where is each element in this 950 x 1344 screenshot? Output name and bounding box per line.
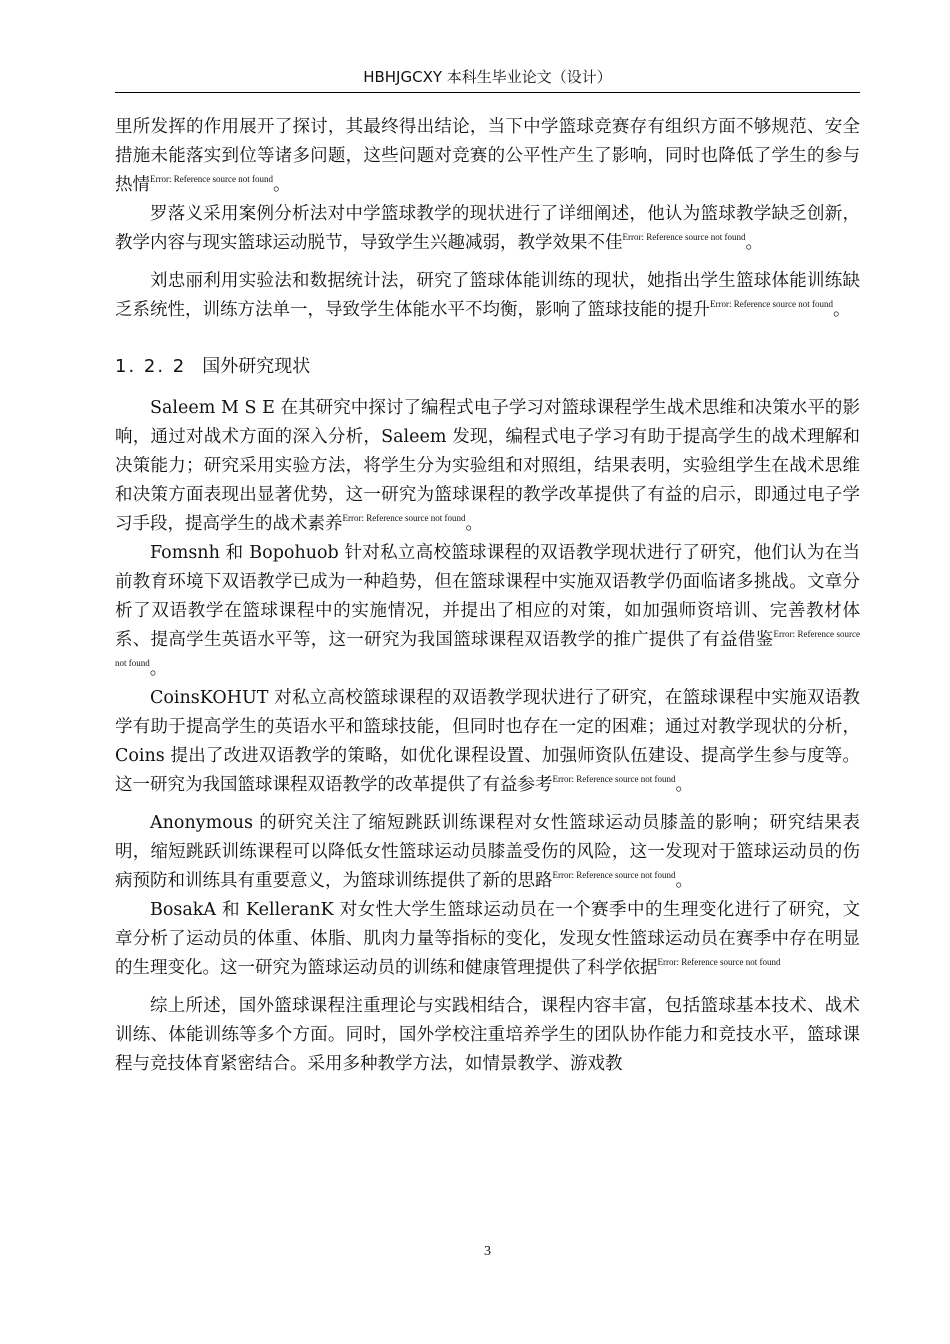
paragraph bbox=[115, 200, 860, 258]
reference-error: Error: Reference source not found bbox=[552, 774, 676, 784]
reference-error: Error: Reference source not found bbox=[710, 299, 833, 309]
paragraph bbox=[115, 896, 860, 983]
period: 。 bbox=[745, 233, 763, 253]
reference-error: Error: Reference source not found bbox=[342, 513, 466, 523]
header-divider bbox=[115, 92, 860, 93]
reference-error: Error: Reference source not found bbox=[657, 957, 781, 967]
paragraph-text: 里所发挥的作用展开了探讨，其最终得出结论，当下中学篮球竞赛存有组织方面不够规范、安全措施未能落实到位等诸多问题，这些问题对竞赛的公平性产生了影响，同时也降低了学生的参与热情 bbox=[115, 117, 860, 195]
reference-error: Error: Reference source not found bbox=[552, 870, 676, 880]
period: 。 bbox=[675, 871, 693, 891]
paragraph bbox=[115, 267, 860, 325]
page-body bbox=[115, 113, 860, 1079]
paragraph-text: CoinsKOHUT 对私立高校篮球课程的双语教学现状进行了研究，在篮球课程中实施双语教学有助于提高学生的英语水平和篮球技能，但同时也存在一定的困难；通过对教学现状的分析，Coins 提出了改进双语教学的策略，如优化课程设置、加强师资队伍建设、提高学生参与度等。这一研究为我国篮球课程双语教学的改革提供了有益参考 bbox=[115, 688, 860, 795]
period: 。 bbox=[675, 775, 693, 795]
period: 。 bbox=[832, 300, 851, 320]
paragraph-text: 罗落义采用案例分析法对中学篮球教学的现状进行了详细阐述，他认为篮球教学缺乏创新，教学内容与现实篮球运动脱节，导致学生兴趣减弱，教学效果不佳 bbox=[115, 204, 860, 253]
paragraph-text: Fomsnh 和 Bopohuob 针对私立高校篮球课程的双语教学现状进行了研究，他们认为在当前教育环境下双语教学已成为一种趋势，但在篮球课程中实施双语教学仍面临诸多挑战。文章分析了双语教学在篮球课程中的实施情况，并提出了相应的对策，如加强师资培训、完善教材体系、提高学生英语水平等，这一研究为我国篮球课程双语教学的推广提供了有益借鉴 bbox=[115, 543, 860, 650]
paragraph-text: Anonymous 的研究关注了缩短跳跃训练课程对女性篮球运动员膝盖的影响；研究结果表明，缩短跳跃训练课程可以降低女性篮球运动员膝盖受伤的风险，这一发现对于篮球运动员的伤病预防和训练具有重要意义，为篮球训练提供了新的思路 bbox=[115, 813, 860, 891]
section-title: 国外研究现状 bbox=[202, 356, 311, 377]
paragraph bbox=[115, 684, 860, 800]
reference-error: Error: Reference source not found bbox=[622, 232, 746, 242]
section-number: 1. 2. 2 bbox=[115, 356, 187, 377]
paragraph bbox=[115, 394, 860, 539]
paragraph bbox=[115, 113, 860, 200]
paragraph bbox=[115, 809, 860, 896]
period: 。 bbox=[465, 514, 483, 534]
page-number: 3 bbox=[484, 1244, 491, 1259]
paragraph-text: 刘忠丽利用实验法和数据统计法，研究了篮球体能训练的现状，她指出学生篮球体能训练缺乏系统性，训练方法单一，导致学生体能水平不均衡，影响了篮球技能的提升 bbox=[115, 271, 860, 320]
paragraph-text: Saleem M S E 在其研究中探讨了编程式电子学习对篮球课程学生战术思维和决策水平的影响，通过对战术方面的深入分析，Saleem 发现，编程式电子学习有助于提高学生的战术理解和决策能力；研究采用实验方法，将学生分为实验组和对照组，结果表明，实验组学生在战术思维和决策方面表现出显著优势，这一研究为篮球课程的教学改革提供了有益的启示，即通过电子学习手段，提高学生的战术素养 bbox=[115, 398, 860, 534]
paragraph bbox=[115, 992, 860, 1079]
paragraph bbox=[115, 539, 860, 684]
period: 。 bbox=[272, 175, 291, 195]
section-heading bbox=[115, 352, 860, 382]
paragraph-text: 综上所述，国外篮球课程注重理论与实践相结合，课程内容丰富，包括篮球基本技术、战术训练、体能训练等多个方面。同时，国外学校注重培养学生的团队协作能力和竞技水平，篮球课程与竞技体育紧密结合。采用多种教学方法，如情景教学、游戏教 bbox=[115, 996, 860, 1074]
reference-error: Error: Reference source not found bbox=[150, 174, 273, 184]
paragraph-text: BosakA 和 KelleranK 对女性大学生篮球运动员在一个赛季中的生理变化进行了研究，文章分析了运动员的体重、体脂、肌肉力量等指标的变化，发现女性篮球运动员在赛季中存在明显的生理变化。这一研究为篮球运动员的训练和健康管理提供了科学依据 bbox=[115, 900, 860, 978]
reference-error: Error: Reference source not found bbox=[115, 629, 860, 668]
page-header: HBHJGCXY 本科生毕业论文（设计） bbox=[363, 68, 612, 86]
period: 。 bbox=[149, 659, 168, 679]
